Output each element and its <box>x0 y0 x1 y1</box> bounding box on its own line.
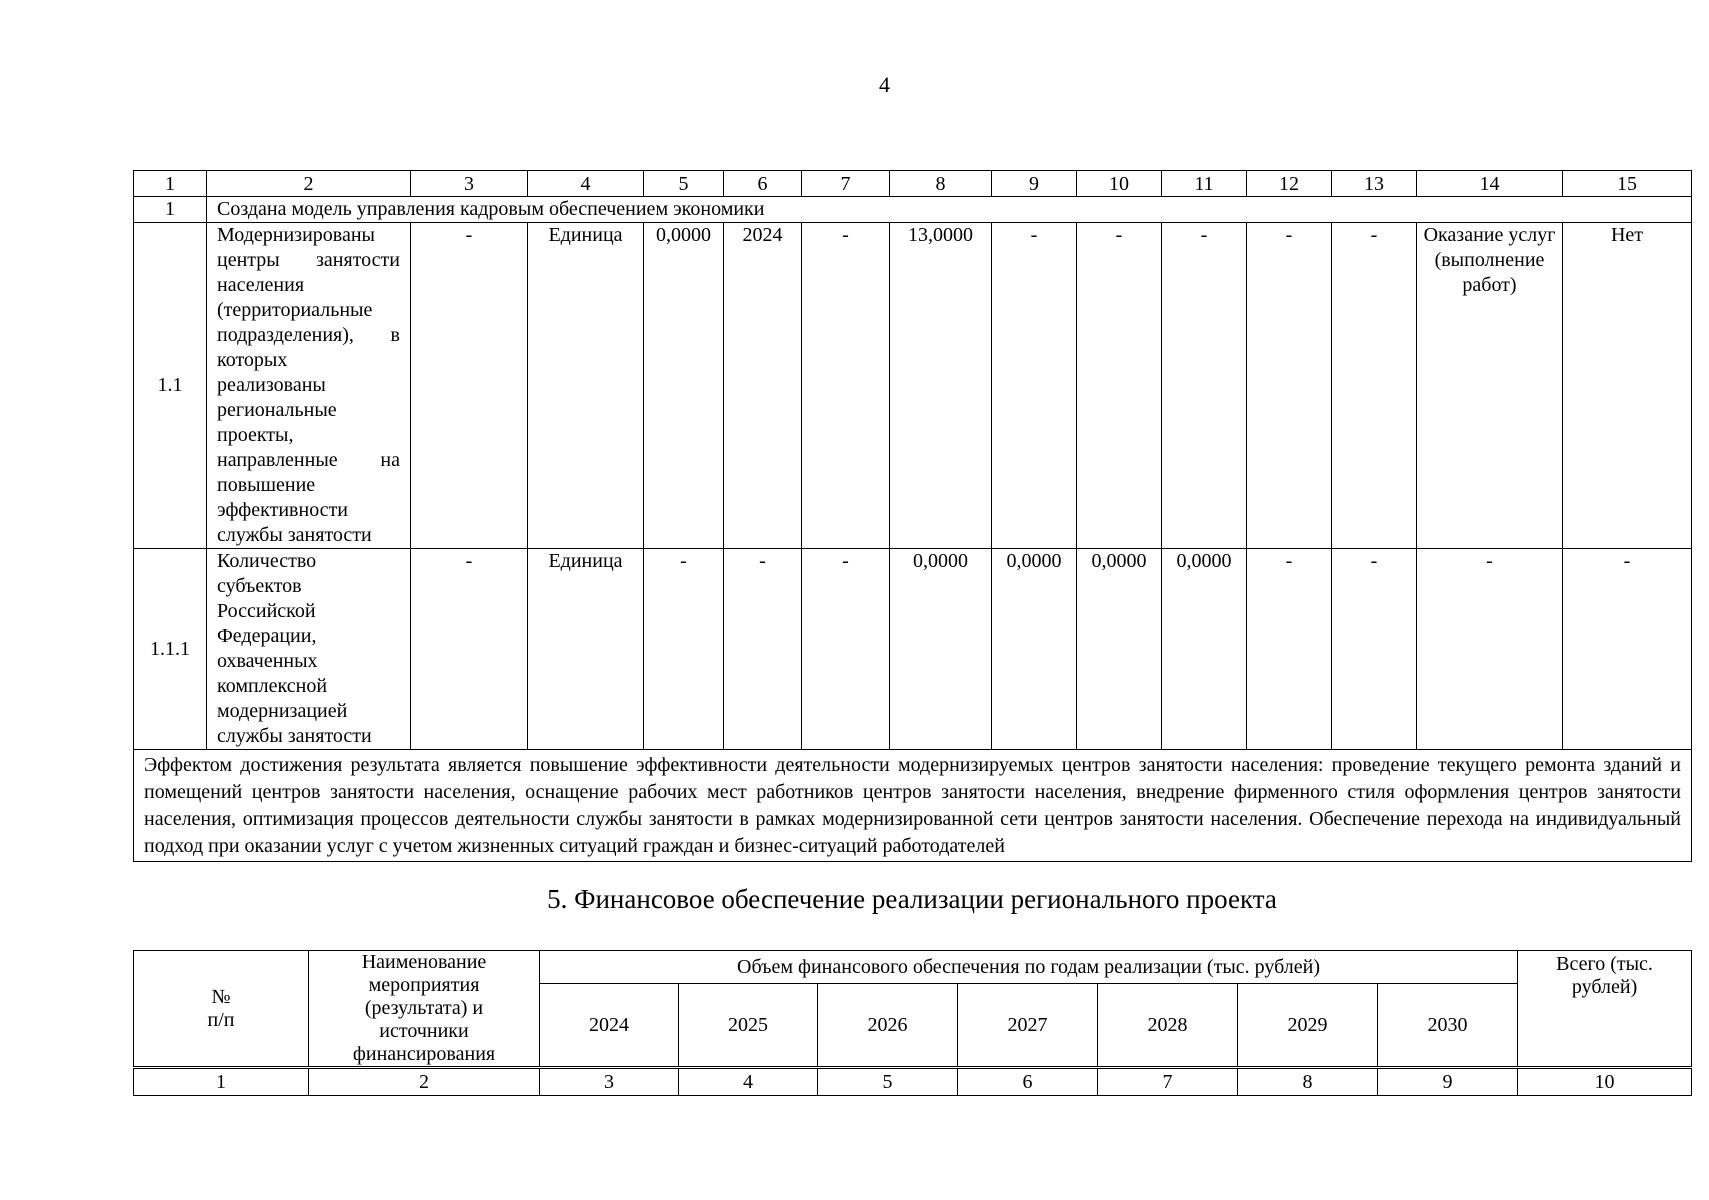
column-number: 15 <box>1563 171 1692 197</box>
base-value-cell: 0,0000 <box>644 223 724 549</box>
base-year-cell: 2024 <box>724 223 802 549</box>
column-number: 3 <box>540 1068 679 1096</box>
column-number-row <box>134 171 1692 197</box>
year-header: 2026 <box>818 984 958 1068</box>
column-number: 5 <box>818 1068 958 1096</box>
base-value-cell: - <box>644 549 724 750</box>
cell-col7: - <box>802 549 890 750</box>
cell-col9: - <box>992 223 1077 549</box>
cell-col12: - <box>1247 223 1332 549</box>
base-year-cell: - <box>724 549 802 750</box>
column-number: 10 <box>1077 171 1162 197</box>
effect-text: Эффектом достижения результата является повышение эффективности деятельности модернизируемых центров занятости населения: проведение текущего ремонта зданий и помещений центров занятости населения, оснащение рабочих мест работников центров занятости населения, внедрение фирменного стиля оформления центров занятости населения, оптимизация процессов деятельности службы занятости в рамках модернизированной сети центров занятости населения. Обеспечение перехода на индивидуальный подход при оказании услуг с учетом жизненных ситуаций граждан и бизнес-ситуаций работодателей <box>134 750 1692 862</box>
row-number: 1.1 <box>134 223 207 549</box>
cell-col10: 0,0000 <box>1077 549 1162 750</box>
column-number: 7 <box>802 171 890 197</box>
column-number: 1 <box>134 171 207 197</box>
column-number: 8 <box>890 171 992 197</box>
flag-cell: Нет <box>1563 223 1692 549</box>
year-header: 2027 <box>958 984 1098 1068</box>
finance-column-number-row <box>134 1068 1692 1096</box>
column-number: 14 <box>1417 171 1563 197</box>
effect-row <box>134 750 1692 862</box>
column-number: 9 <box>1378 1068 1518 1096</box>
column-number: 6 <box>958 1068 1098 1096</box>
cell-col8: 0,0000 <box>890 549 992 750</box>
year-header: 2030 <box>1378 984 1518 1068</box>
results-table <box>133 170 1692 862</box>
cell-col7: - <box>802 223 890 549</box>
cell-col11: - <box>1162 223 1247 549</box>
column-number: 12 <box>1247 171 1332 197</box>
finance-header-row <box>134 951 1692 984</box>
table-row <box>134 223 1692 549</box>
cell-col13: - <box>1332 223 1417 549</box>
result-type-cell: - <box>1417 549 1563 750</box>
cell-col8: 13,0000 <box>890 223 992 549</box>
header-volume: Объем финансового обеспечения по годам реализации (тыс. рублей) <box>540 951 1518 984</box>
header-name: Наименование мероприятия (результата) и источники финансирования <box>309 951 540 1068</box>
column-number: 4 <box>528 171 644 197</box>
column-number: 3 <box>411 171 528 197</box>
cell-col3: - <box>411 549 528 750</box>
column-number: 2 <box>309 1068 540 1096</box>
cell-col11: 0,0000 <box>1162 549 1247 750</box>
finance-table <box>133 950 1692 1096</box>
result-name: Модернизированы центры занятости населения (территориальные подразделения), в которых реализованы региональные проекты, направленные на повышение эффективности службы занятости <box>207 223 411 549</box>
column-number: 4 <box>679 1068 818 1096</box>
flag-cell: - <box>1563 549 1692 750</box>
column-number: 6 <box>724 171 802 197</box>
result-name: Количество субъектов Российской Федерации, охваченных комплексной модернизацией службы занятости <box>207 549 411 750</box>
result-type-cell: Оказание услуг (выполнение работ) <box>1417 223 1563 549</box>
column-number: 13 <box>1332 171 1417 197</box>
year-header: 2029 <box>1238 984 1378 1068</box>
cell-col12: - <box>1247 549 1332 750</box>
cell-col10: - <box>1077 223 1162 549</box>
section-row <box>134 197 1692 223</box>
column-number: 7 <box>1098 1068 1238 1096</box>
column-number: 11 <box>1162 171 1247 197</box>
column-number: 10 <box>1518 1068 1692 1096</box>
section-number: 1 <box>134 197 207 223</box>
page-number: 4 <box>879 72 890 97</box>
table-row <box>134 549 1692 750</box>
column-number: 8 <box>1238 1068 1378 1096</box>
section-title: Создана модель управления кадровым обеспечением экономики <box>207 197 1692 223</box>
row-number: 1.1.1 <box>134 549 207 750</box>
header-total: Всего (тыс. рублей) <box>1518 951 1692 1068</box>
year-header: 2024 <box>540 984 679 1068</box>
unit-cell: Единица <box>528 549 644 750</box>
column-number: 2 <box>207 171 411 197</box>
column-number: 5 <box>644 171 724 197</box>
cell-col3: - <box>411 223 528 549</box>
section-heading: 5. Финансовое обеспечение реализации регионального проекта <box>547 884 1277 914</box>
cell-col9: 0,0000 <box>992 549 1077 750</box>
year-header: 2025 <box>679 984 818 1068</box>
unit-cell: Единица <box>528 223 644 549</box>
column-number: 1 <box>134 1068 309 1096</box>
column-number: 9 <box>992 171 1077 197</box>
header-number: № п/п <box>134 951 309 1068</box>
year-header: 2028 <box>1098 984 1238 1068</box>
cell-col13: - <box>1332 549 1417 750</box>
